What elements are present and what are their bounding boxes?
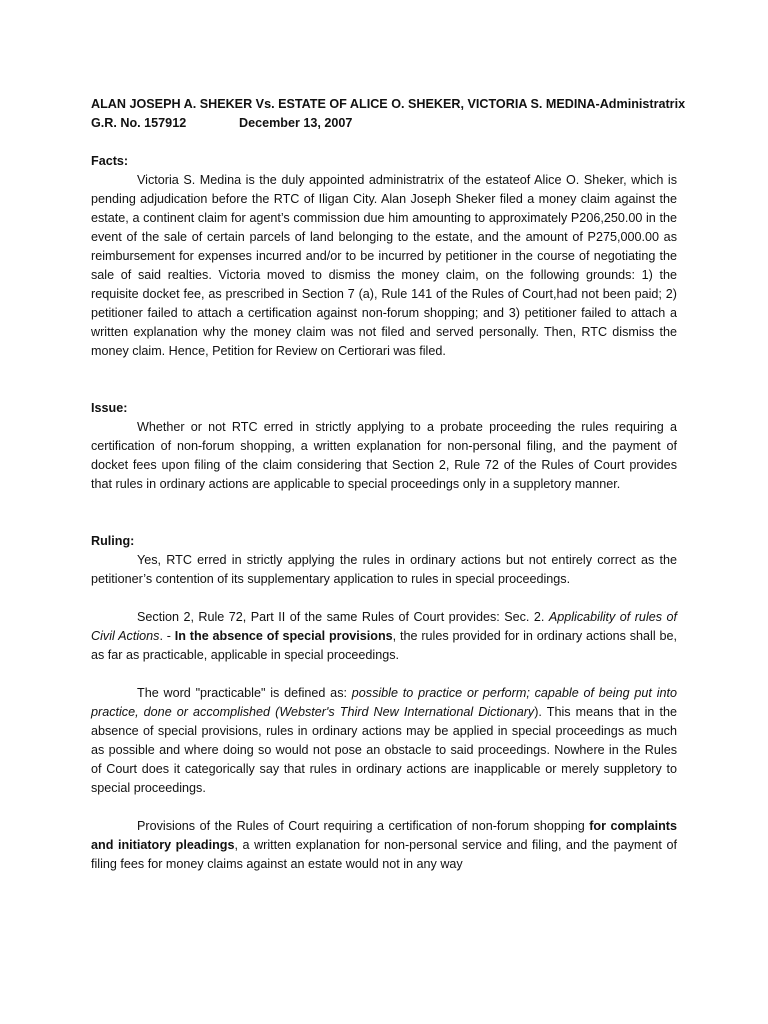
ruling-paragraph-4 xyxy=(91,817,677,874)
text-run: Section 2, Rule 72, Part II of the same Rules of Court provides: Sec. 2. xyxy=(137,610,549,624)
text-run: , a written explanation for non-personal service and filing, and the payment of filing fees for money claims against an estate would not in any way xyxy=(91,838,677,871)
spacer xyxy=(91,133,677,152)
ruling-paragraph-3 xyxy=(91,684,677,798)
text-run: The word "practicable" is defined as: xyxy=(137,686,352,700)
bold-run: for complaints and initiatory pleadings xyxy=(91,819,677,852)
facts-paragraph: Victoria S. Medina is the duly appointed administratrix of the estateof Alice O. Sheker, which is pending adjudication before the RTC of Iligan City. Alan Joseph Sheker filed a money claim against the estate, a continent claim for agent’s commission due him amounting to approximately P206,250.00 in the event of the sale of certain parcels of land belonging to the estate, and the amount of P275,000.00 as reimbursement for expenses incurred and/or to be incurred by petitioner in the course of negotiating the sale of said realties. Victoria moved to dismiss the money claim, on the following grounds: 1) the requisite docket fee, as prescribed in Section 7 (a), Rule 141 of the Rules of Court,had not been paid; 2) petitioner failed to attach a certification against non-forum shopping; and 3) petitioner failed to attach a written explanation why the money claim was not filed and served personally. Then, RTC dismiss the money claim. Hence, Petition for Review on Certiorari was filed. xyxy=(91,173,677,358)
case-citation xyxy=(91,114,677,133)
case-title: ALAN JOSEPH A. SHEKER Vs. ESTATE OF ALICE O. SHEKER, VICTORIA S. MEDINA-Administratrix xyxy=(91,97,686,111)
issue-heading: Issue: xyxy=(91,401,128,415)
spacer xyxy=(91,494,677,532)
text-run: ). This means that in the absence of special provisions, rules in ordinary actions may be applied in special proceedings as much as possible and where doing so would not pose an obstacle to said proceedings. Nowhere in the Rules of Court does it categorically say that rules in ordinary actions are inapplicable or merely suppletory to special proceedings. xyxy=(91,705,677,795)
spacer xyxy=(91,798,677,817)
text-run: , the rules provided for in ordinary actions shall be, as far as practicable, applicable in special proceedings. xyxy=(91,629,677,662)
spacer xyxy=(91,665,677,684)
decision-date: December 13, 2007 xyxy=(239,116,353,130)
gr-number: G.R. No. 157912 xyxy=(91,116,187,130)
italic-run: Applicability of rules of Civil Actions xyxy=(91,610,677,643)
bold-run: In the absence of special provisions xyxy=(174,629,393,643)
text-run: . - xyxy=(159,629,175,643)
spacer xyxy=(91,589,677,608)
ruling-heading: Ruling: xyxy=(91,534,135,548)
spacer xyxy=(91,361,677,399)
ruling-paragraph-2 xyxy=(91,608,677,665)
facts-heading: Facts: xyxy=(91,154,129,168)
italic-run: possible to practice or perform; capable of being put into practice, done or accomplished (Webster's Third New International Dictionary xyxy=(91,686,677,719)
issue-paragraph: Whether or not RTC erred in strictly applying to a probate proceeding the rules requiring a certification of non-forum shopping, a written explanation for non-personal filing, and the payment of docket fees upon filing of the claim considering that Section 2, Rule 72 of the Rules of Court provides that rules in ordinary actions are applicable to special proceedings only in a suppletory manner. xyxy=(91,420,677,491)
ruling-paragraph-1: Yes, RTC erred in strictly applying the rules in ordinary actions but not entirely correct as the petitioner’s contention of its supplementary application to rules in special proceedings. xyxy=(91,553,677,586)
text-run: Provisions of the Rules of Court requiring a certification of non-forum shopping xyxy=(137,819,590,833)
